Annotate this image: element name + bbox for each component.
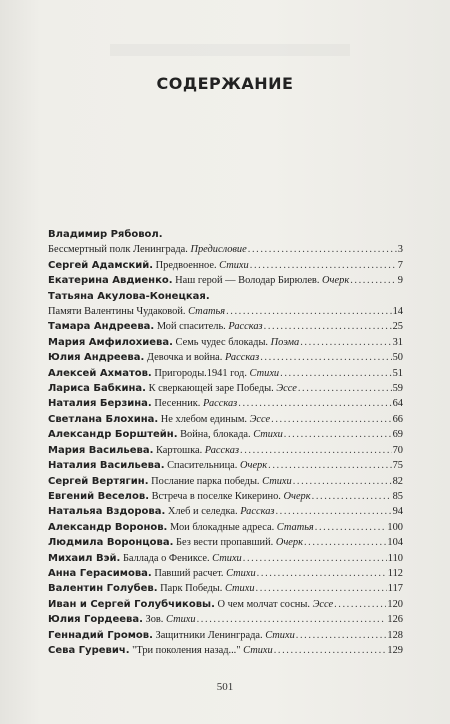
toc-entry bbox=[48, 396, 403, 411]
toc-genre: Предисловие bbox=[190, 244, 247, 256]
toc-leader-dots bbox=[268, 458, 391, 473]
toc-genre: Стихи bbox=[253, 429, 283, 441]
toc-page-number: 85 bbox=[392, 490, 403, 502]
toc-leader-dots bbox=[293, 474, 392, 489]
toc-page-number: 75 bbox=[392, 460, 403, 472]
toc-text bbox=[48, 396, 237, 411]
toc-text bbox=[48, 581, 255, 596]
toc-text bbox=[48, 304, 225, 319]
toc-genre: Стихи bbox=[262, 475, 292, 487]
show-through-text bbox=[110, 44, 350, 56]
toc-entry bbox=[48, 227, 403, 258]
toc-work-title: Мои блокадные адреса. bbox=[169, 521, 275, 533]
toc-work-title: О чем молчат сосны. bbox=[217, 598, 310, 610]
toc-text bbox=[48, 242, 247, 257]
toc-page-number: 112 bbox=[387, 567, 403, 579]
toc-author: Анна Герасимова. bbox=[48, 567, 152, 579]
toc-line bbox=[48, 242, 403, 257]
toc-text bbox=[48, 427, 283, 442]
toc-page-number: 7 bbox=[397, 259, 403, 271]
toc-leader-dots bbox=[260, 350, 391, 365]
toc-author: Светлана Блохина. bbox=[48, 413, 159, 425]
toc-author: Наталия Васильева. bbox=[48, 460, 165, 472]
toc-page-number: 3 bbox=[397, 244, 403, 256]
toc-leader-dots bbox=[248, 242, 397, 257]
toc-line bbox=[48, 350, 403, 365]
toc-work-title: Баллада о Фениксе. bbox=[122, 552, 210, 564]
toc-leader-dots bbox=[243, 551, 387, 566]
toc-page-number: 69 bbox=[392, 429, 403, 441]
toc-line bbox=[48, 335, 403, 350]
toc-entry bbox=[48, 443, 403, 458]
toc-author: Татьяна Акулова-Конецкая. bbox=[48, 290, 210, 302]
toc-author: Иван и Сергей Голубчиковы. bbox=[48, 598, 215, 610]
toc-page-number: 128 bbox=[387, 629, 403, 641]
toc-leader-dots bbox=[315, 520, 387, 535]
toc-entry bbox=[48, 581, 403, 596]
toc-genre: Поэма bbox=[270, 336, 300, 348]
toc-page-number: 129 bbox=[387, 644, 403, 656]
toc-leader-dots bbox=[256, 581, 387, 596]
toc-entry bbox=[48, 258, 403, 273]
toc-text bbox=[48, 520, 314, 535]
toc-entry bbox=[48, 643, 403, 658]
toc-author: Сергей Адамский. bbox=[48, 259, 154, 271]
toc-work-title: Памяти Валентины Чудаковой. bbox=[48, 306, 186, 318]
toc-author: Александр Борштейн. bbox=[48, 429, 178, 441]
toc-genre: Рассказ bbox=[203, 398, 238, 410]
toc-line bbox=[48, 566, 403, 581]
toc-line bbox=[48, 597, 403, 612]
toc-author: Екатерина Авдиенко. bbox=[48, 275, 173, 287]
toc-line bbox=[48, 381, 403, 396]
toc-line bbox=[48, 458, 403, 473]
toc-author: Алексей Ахматов. bbox=[48, 367, 152, 379]
toc-text bbox=[48, 258, 249, 273]
table-of-contents bbox=[48, 227, 403, 658]
toc-leader-dots bbox=[334, 597, 386, 612]
toc-genre: Рассказ bbox=[228, 321, 263, 333]
toc-text bbox=[48, 443, 239, 458]
toc-work-title: Война, блокада. bbox=[180, 429, 251, 441]
toc-leader-dots bbox=[226, 304, 392, 319]
toc-page-number: 64 bbox=[392, 398, 403, 410]
toc-page-number: 51 bbox=[392, 367, 403, 379]
toc-text bbox=[48, 628, 295, 643]
toc-author: Тамара Андреева. bbox=[48, 321, 155, 333]
toc-work-title: Павший расчет. bbox=[154, 567, 224, 579]
toc-leader-dots bbox=[350, 273, 397, 288]
toc-line bbox=[48, 258, 403, 273]
toc-page-number: 110 bbox=[387, 552, 403, 564]
toc-genre: Очерк bbox=[275, 537, 303, 549]
toc-text bbox=[48, 458, 267, 473]
toc-author: Мария Васильева. bbox=[48, 444, 154, 456]
toc-genre: Очерк bbox=[239, 460, 268, 472]
toc-genre: Эссе bbox=[312, 598, 334, 610]
toc-leader-dots bbox=[197, 612, 387, 627]
toc-author: Юлия Гордеева. bbox=[48, 614, 143, 626]
toc-text bbox=[48, 335, 299, 350]
toc-text bbox=[48, 504, 274, 519]
toc-genre: Стихи bbox=[212, 552, 242, 564]
toc-entry bbox=[48, 335, 403, 350]
toc-entry bbox=[48, 628, 403, 643]
toc-genre: Стихи bbox=[166, 614, 196, 626]
toc-text bbox=[48, 489, 311, 504]
toc-author: Мария Амфилохиева. bbox=[48, 336, 173, 348]
toc-work-title: Наш герой — Володар Бирюлев. bbox=[175, 275, 320, 287]
toc-entry bbox=[48, 597, 403, 612]
toc-entry bbox=[48, 458, 403, 473]
toc-work-title: Мой спаситель. bbox=[156, 321, 226, 333]
toc-entry bbox=[48, 289, 403, 320]
toc-author: Юлия Андреева. bbox=[48, 352, 145, 364]
toc-page-number: 25 bbox=[392, 321, 403, 333]
toc-genre: Стихи bbox=[219, 259, 249, 271]
toc-page-number: 9 bbox=[397, 275, 403, 287]
toc-author: Михаил Вэй. bbox=[48, 552, 121, 564]
toc-leader-dots bbox=[257, 566, 387, 581]
toc-line bbox=[48, 474, 403, 489]
toc-leader-dots bbox=[284, 427, 392, 442]
toc-page-number: 59 bbox=[392, 383, 403, 395]
toc-line bbox=[48, 443, 403, 458]
toc-work-title: К сверкающей заре Победы. bbox=[148, 383, 274, 395]
toc-leader-dots bbox=[275, 504, 391, 519]
toc-page-number: 94 bbox=[392, 506, 403, 518]
toc-genre: Рассказ bbox=[224, 352, 260, 364]
toc-line bbox=[48, 535, 403, 550]
toc-genre: Эссе bbox=[249, 413, 271, 425]
toc-leader-dots bbox=[250, 258, 397, 273]
toc-work-title: Хлеб и селедка. bbox=[167, 506, 238, 518]
toc-entry bbox=[48, 273, 403, 288]
toc-genre: Очерк bbox=[322, 275, 350, 287]
toc-text bbox=[48, 535, 303, 550]
toc-leader-dots bbox=[300, 335, 391, 350]
toc-leader-dots bbox=[312, 489, 392, 504]
toc-entry bbox=[48, 350, 403, 365]
toc-genre: Статья bbox=[276, 521, 314, 533]
toc-text bbox=[48, 643, 273, 658]
toc-author: Сева Гуревич. bbox=[48, 644, 130, 656]
toc-text bbox=[48, 412, 270, 427]
toc-text bbox=[48, 551, 242, 566]
toc-page-number: 104 bbox=[387, 537, 403, 549]
toc-line bbox=[48, 366, 403, 381]
toc-line bbox=[48, 319, 403, 334]
toc-page-number: 31 bbox=[392, 336, 403, 348]
toc-genre: Стихи bbox=[243, 644, 273, 656]
toc-genre: Эссе bbox=[276, 383, 297, 395]
toc-text bbox=[48, 381, 297, 396]
toc-text bbox=[48, 474, 292, 489]
toc-page-number: 120 bbox=[387, 598, 403, 610]
toc-entry bbox=[48, 520, 403, 535]
toc-page-number: 82 bbox=[392, 475, 403, 487]
toc-page-number: 66 bbox=[392, 413, 403, 425]
toc-line bbox=[48, 551, 403, 566]
toc-line bbox=[48, 427, 403, 442]
toc-line bbox=[48, 628, 403, 643]
toc-line bbox=[48, 504, 403, 519]
toc-leader-dots bbox=[264, 319, 392, 334]
page-title: СОДЕРЖАНИЕ bbox=[156, 74, 294, 93]
toc-genre: Стихи bbox=[224, 583, 255, 595]
toc-leader-dots bbox=[240, 443, 392, 458]
toc-genre: Стихи bbox=[249, 367, 280, 379]
toc-work-title: Зов. bbox=[145, 614, 164, 626]
toc-work-title: "Три поколения назад..." bbox=[132, 644, 241, 656]
toc-text bbox=[48, 319, 263, 334]
toc-work-title: Семь чудес блокады. bbox=[175, 336, 269, 348]
toc-text bbox=[48, 366, 279, 381]
toc-author: Людмила Воронцова. bbox=[48, 537, 174, 549]
toc-line bbox=[48, 273, 403, 288]
toc-work-title: Пригороды.1941 год. bbox=[154, 367, 247, 379]
toc-leader-dots bbox=[280, 366, 391, 381]
toc-entry bbox=[48, 612, 403, 627]
toc-work-title: Парк Победы. bbox=[160, 583, 223, 595]
toc-entry bbox=[48, 551, 403, 566]
toc-leader-dots bbox=[274, 643, 387, 658]
toc-author: Евгений Веселов. bbox=[48, 490, 150, 502]
toc-page-number: 14 bbox=[392, 306, 403, 318]
toc-leader-dots bbox=[238, 396, 391, 411]
toc-line bbox=[48, 396, 403, 411]
toc-leader-dots bbox=[304, 535, 386, 550]
toc-genre: Стихи bbox=[226, 567, 256, 579]
toc-entry bbox=[48, 504, 403, 519]
toc-text bbox=[48, 273, 349, 288]
toc-genre: Стихи bbox=[265, 629, 295, 641]
toc-entry bbox=[48, 319, 403, 334]
toc-leader-dots bbox=[271, 412, 391, 427]
toc-text bbox=[48, 350, 259, 365]
toc-genre: Очерк bbox=[283, 490, 311, 502]
toc-work-title: Бессмертный полк Ленинграда. bbox=[48, 244, 188, 256]
toc-author: Натальяа Вздорова. bbox=[48, 506, 166, 518]
toc-page-number: 100 bbox=[387, 521, 403, 533]
toc-entry bbox=[48, 535, 403, 550]
toc-work-title: Спасительница. bbox=[167, 460, 238, 472]
toc-page-number: 70 bbox=[392, 444, 403, 456]
toc-author: Владимир Рябовол. bbox=[48, 229, 163, 240]
toc-author: Наталия Берзина. bbox=[48, 398, 152, 410]
toc-entry bbox=[48, 412, 403, 427]
toc-author: Лариса Бабкина. bbox=[48, 383, 146, 395]
toc-line bbox=[48, 520, 403, 535]
toc-work-title: Не хлебом единым. bbox=[160, 413, 247, 425]
toc-text bbox=[48, 612, 196, 627]
toc-genre: Статья bbox=[188, 306, 226, 318]
toc-page-number: 117 bbox=[387, 583, 403, 595]
toc-genre: Рассказ bbox=[240, 506, 275, 518]
toc-entry bbox=[48, 489, 403, 504]
toc-entry bbox=[48, 566, 403, 581]
toc-author: Сергей Вертягин. bbox=[48, 475, 149, 487]
toc-work-title: Предвоенное. bbox=[155, 259, 217, 271]
toc-text bbox=[48, 597, 333, 612]
toc-line bbox=[48, 581, 403, 596]
toc-genre: Рассказ bbox=[204, 444, 240, 456]
toc-work-title: Защитники Ленинграда. bbox=[155, 629, 263, 641]
toc-work-title: Послание парка победы. bbox=[151, 475, 260, 487]
toc-text bbox=[48, 566, 256, 581]
toc-line bbox=[48, 643, 403, 658]
toc-line bbox=[48, 489, 403, 504]
toc-line bbox=[48, 612, 403, 627]
toc-work-title: Встреча в поселке Кикерино. bbox=[151, 490, 281, 502]
toc-author: Александр Воронов. bbox=[48, 521, 168, 533]
toc-work-title: Девочка и война. bbox=[146, 352, 223, 364]
toc-page-number: 50 bbox=[392, 352, 403, 364]
toc-entry bbox=[48, 474, 403, 489]
toc-leader-dots bbox=[296, 628, 387, 643]
toc-leader-dots bbox=[298, 381, 392, 396]
toc-work-title: Картошка. bbox=[156, 444, 203, 456]
page-number: 501 bbox=[216, 681, 234, 693]
toc-work-title: Песенник. bbox=[154, 398, 201, 410]
toc-author: Валентин Голубев. bbox=[48, 583, 158, 595]
toc-work-title: Без вести пропавший. bbox=[176, 537, 274, 549]
toc-line bbox=[48, 412, 403, 427]
toc-entry bbox=[48, 381, 403, 396]
toc-author: Геннадий Громов. bbox=[48, 629, 153, 641]
toc-line bbox=[48, 304, 403, 319]
toc-page-number: 126 bbox=[387, 614, 403, 626]
toc-entry bbox=[48, 366, 403, 381]
toc-entry bbox=[48, 427, 403, 442]
